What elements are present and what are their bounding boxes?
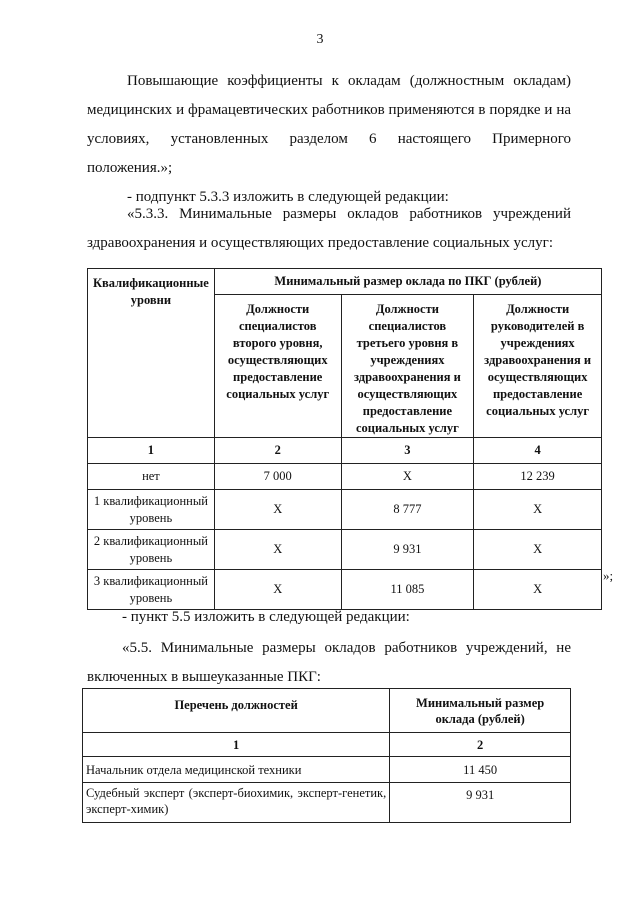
table-index-row (88, 438, 602, 464)
paragraph-line: условиях, установленных разделом 6 настоящего Примерного (87, 131, 571, 147)
header-qualification-levels: Квалификационные уровни (88, 269, 215, 438)
paragraph-line: «5.3.3. Минимальные размеры окладов работников учреждений (127, 206, 571, 222)
paragraph-point-55: - пункт 5.5 изложить в следующей редакции: (122, 609, 410, 625)
table-row (83, 783, 571, 823)
page-number: 3 (316, 32, 324, 47)
paragraph-line: положения.»; (87, 160, 173, 176)
header-minimum-salary: Минимальный размер оклада (рублей) (390, 689, 571, 733)
index-cell: 1 (83, 733, 390, 757)
table-cell: Судебный эксперт (эксперт-биохимик, эксперт-генетик, эксперт-химик) (83, 783, 390, 823)
table-cell: 3 квалификационный уровень (88, 570, 215, 610)
paragraph-line: медицинских и фрамацевтических работников применяются в порядке и на (87, 102, 571, 118)
header-positions-list: Перечень должностей (83, 689, 390, 733)
table-cell: 7 000 (214, 464, 341, 490)
paragraph-coefficients (87, 67, 571, 183)
salary-table-pkg (87, 268, 602, 610)
subheader-second-level: Должности специалистов второго уровня, осуществляющих предоставление социальных услуг (214, 295, 341, 438)
table-cell: 8 777 (341, 490, 474, 530)
table-header-row (83, 689, 571, 733)
table-cell: 1 квалификационный уровень (88, 490, 215, 530)
table-cell: 12 239 (474, 464, 602, 490)
table-index-row (83, 733, 571, 757)
table-row (88, 490, 602, 530)
paragraph-533-heading (87, 200, 571, 258)
table-cell: 11 450 (390, 757, 571, 783)
table-cell: Х (474, 530, 602, 570)
table-cell: Х (214, 490, 341, 530)
subheader-managers: Должности руководителей в учреждениях здравоохранения и осуществляющих предоставление социальных услуг (474, 295, 602, 438)
paragraph-subpoint-533: - подпункт 5.3.3 изложить в следующей редакции: (127, 189, 449, 205)
index-cell: 2 (390, 733, 571, 757)
table-row (88, 464, 602, 490)
paragraph-line: здравоохранения и осуществляющих предоставление социальных услуг: (87, 235, 553, 251)
table-cell: Х (474, 570, 602, 610)
paragraph-line: «5.5. Минимальные размеры окладов работников учреждений, не (122, 640, 571, 656)
table-cell: Х (214, 570, 341, 610)
index-cell: 2 (214, 438, 341, 464)
table-row (88, 530, 602, 570)
index-cell: 3 (341, 438, 474, 464)
table-cell: Начальник отдела медицинской техники (83, 757, 390, 783)
index-cell: 1 (88, 438, 215, 464)
table-cell: 2 квалификационный уровень (88, 530, 215, 570)
table-closing-mark: »; (603, 568, 614, 583)
paragraph-line: включенных в вышеуказанные ПКГ: (87, 669, 321, 685)
salary-table-other (82, 688, 571, 823)
index-cell: 4 (474, 438, 602, 464)
paragraph-55-heading (87, 634, 571, 692)
table-header-row (88, 269, 602, 295)
header-minimum-salary-group: Минимальный размер оклада по ПКГ (рублей) (214, 269, 601, 295)
subheader-third-level: Должности специалистов третьего уровня в учреждениях здравоохранения и осуществляющих предоставление социальных услуг (341, 295, 474, 438)
table-cell: 9 931 (390, 783, 571, 823)
table-cell: Х (474, 490, 602, 530)
paragraph-line: Повышающие коэффициенты к окладам (должностным окладам) (127, 73, 571, 89)
table-cell: нет (88, 464, 215, 490)
table-cell: Х (214, 530, 341, 570)
table-cell: 11 085 (341, 570, 474, 610)
table-row (83, 757, 571, 783)
table-cell: Х (341, 464, 474, 490)
table-cell: 9 931 (341, 530, 474, 570)
